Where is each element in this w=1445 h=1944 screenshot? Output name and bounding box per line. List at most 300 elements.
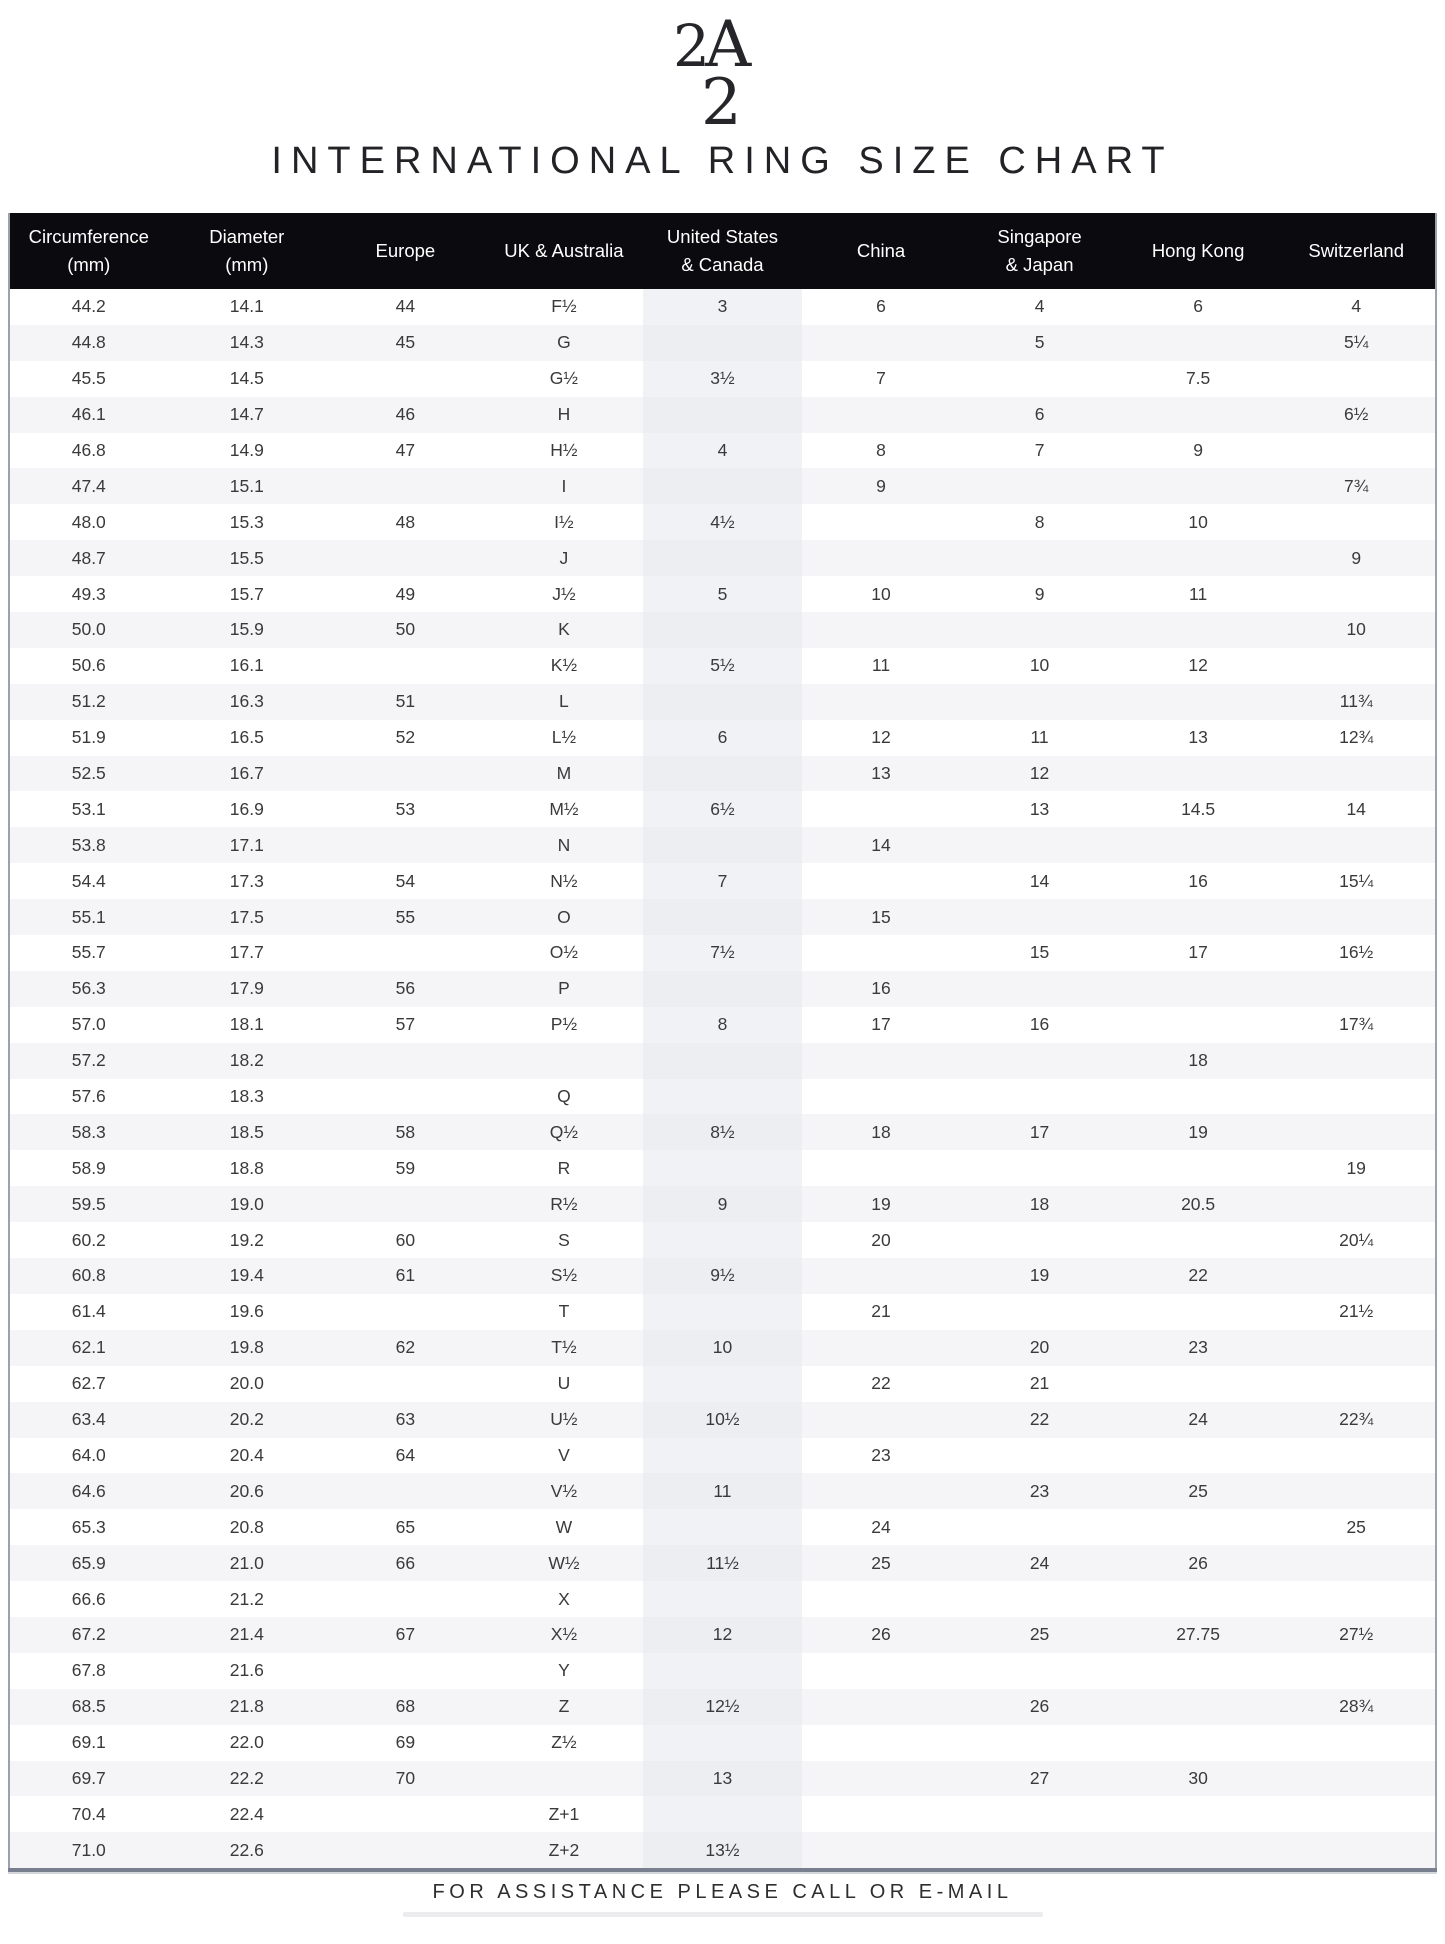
table-cell: 13½	[643, 1832, 802, 1870]
table-cell	[326, 756, 485, 792]
table-cell	[802, 1796, 961, 1832]
table-cell: 19.0	[229, 1193, 264, 1214]
table-cell	[1119, 468, 1278, 504]
table-cell: 20.2	[229, 1409, 264, 1430]
table-cell	[326, 1366, 485, 1402]
table-cell: 17	[1029, 1121, 1050, 1142]
table-cell	[960, 1832, 1119, 1870]
table-row	[9, 1653, 1436, 1689]
table-cell	[1119, 1438, 1278, 1474]
table-cell	[1277, 827, 1436, 863]
table-cell	[1277, 1796, 1436, 1832]
table-row	[9, 935, 1436, 971]
table-cell: L	[559, 691, 569, 712]
table-cell	[643, 1796, 802, 1832]
table-cell: 3	[643, 289, 802, 325]
table-row	[9, 1402, 1436, 1438]
table-cell: 46.8	[71, 440, 106, 460]
table-cell: H	[557, 404, 571, 425]
table-cell	[1119, 1509, 1278, 1545]
column-header: Singapore & Japan	[960, 213, 1119, 289]
table-cell: 11	[643, 1473, 802, 1509]
table-cell: 12¾	[1339, 727, 1374, 748]
table-cell: 67.2	[71, 1624, 106, 1645]
table-cell	[802, 1832, 961, 1870]
table-cell: 20.4	[229, 1444, 264, 1465]
table-cell: 10	[1346, 619, 1366, 640]
table-cell: 5¼	[1344, 332, 1369, 353]
table-cell	[802, 791, 961, 827]
table-cell: 16.1	[229, 655, 264, 676]
ring-size-table	[8, 213, 1437, 1872]
table-cell	[1119, 1007, 1278, 1043]
table-cell: Q	[557, 1086, 571, 1107]
column-header: United States & Canada	[643, 213, 802, 289]
table-cell: 4½	[643, 504, 802, 540]
table-cell: 18	[871, 1121, 891, 1142]
table-cell: 22.0	[229, 1732, 264, 1753]
table-cell: 8	[643, 1007, 802, 1043]
table-cell: 23	[1029, 1480, 1050, 1501]
table-cell: 50.6	[71, 655, 106, 676]
table-cell: N	[557, 834, 571, 855]
table-row	[9, 720, 1436, 756]
table-cell: 70.4	[71, 1803, 106, 1824]
column-header: Hong Kong	[1119, 213, 1278, 289]
table-cell: 55.7	[71, 942, 106, 963]
table-cell	[802, 397, 961, 433]
table-cell: 28¾	[1339, 1696, 1374, 1717]
table-cell: 15	[1029, 942, 1050, 963]
table-cell: 14.3	[229, 332, 264, 353]
table-cell: 25	[1188, 1480, 1208, 1501]
table-cell: 53.8	[71, 834, 106, 855]
table-cell: 47.4	[71, 475, 106, 496]
table-cell	[1277, 1545, 1436, 1581]
table-cell: 16.9	[229, 798, 264, 819]
table-cell: 50.0	[71, 619, 106, 640]
table-cell	[1277, 756, 1436, 792]
table-cell: 5	[1034, 332, 1045, 353]
table-cell	[643, 612, 802, 648]
table-cell: 58	[395, 1121, 416, 1142]
table-cell: 21.2	[229, 1588, 264, 1609]
table-cell	[485, 1043, 644, 1079]
table-cell: 5	[643, 576, 802, 612]
table-cell: 44.2	[71, 296, 106, 317]
table-cell	[960, 684, 1119, 720]
table-cell: 22¾	[1339, 1409, 1374, 1430]
table-cell: 48	[395, 511, 416, 532]
table-cell: 61.4	[71, 1301, 106, 1322]
table-row	[9, 1689, 1436, 1725]
table-cell	[802, 1043, 961, 1079]
table-cell: 52.5	[71, 763, 106, 784]
table-row	[9, 1043, 1436, 1079]
table-cell: 7.5	[1185, 368, 1211, 389]
table-cell: 53	[395, 798, 416, 819]
table-cell: I½	[554, 511, 574, 532]
table-cell: 17.3	[229, 870, 264, 891]
table-row	[9, 684, 1436, 720]
table-cell: K	[558, 619, 570, 640]
table-cell	[485, 1761, 644, 1797]
table-cell: Z	[558, 1696, 570, 1717]
table-cell: O½	[549, 942, 579, 963]
table-cell: 18.1	[229, 1014, 264, 1035]
table-cell: 11	[1189, 583, 1208, 604]
table-cell: 8½	[643, 1114, 802, 1150]
table-row	[9, 1725, 1436, 1761]
table-cell: 19.6	[229, 1301, 264, 1322]
table-cell	[643, 1653, 802, 1689]
table-cell: M	[556, 763, 572, 784]
table-cell: 22.4	[229, 1803, 264, 1824]
table-cell: 14.7	[229, 404, 264, 425]
table-cell: 23	[871, 1444, 891, 1465]
table-cell: 25	[1029, 1624, 1050, 1645]
table-cell: 15.3	[229, 511, 264, 532]
table-cell: 4	[1351, 296, 1362, 317]
table-cell	[960, 1653, 1119, 1689]
table-cell: 10	[1188, 511, 1208, 532]
table-cell: 12	[1029, 763, 1050, 784]
table-cell: Z½	[551, 1732, 577, 1753]
table-cell	[326, 468, 485, 504]
table-cell: Z+2	[548, 1839, 580, 1860]
column-header: Circumference (mm)	[9, 213, 168, 289]
table-cell: V	[558, 1444, 570, 1465]
table-cell	[326, 935, 485, 971]
table-cell: 47	[395, 440, 416, 460]
table-cell: 17	[1188, 942, 1208, 963]
table-cell: 46	[395, 404, 416, 425]
table-cell	[643, 468, 802, 504]
table-cell: W½	[548, 1552, 580, 1573]
table-cell: 62.7	[71, 1373, 106, 1394]
table-cell: 18.8	[229, 1157, 264, 1178]
table-row	[9, 756, 1436, 792]
table-cell: 16.7	[229, 763, 264, 784]
table-cell	[802, 1150, 961, 1186]
table-cell: 14.9	[229, 440, 264, 460]
table-cell: 21.0	[229, 1552, 264, 1573]
table-cell: 27.75	[1176, 1624, 1220, 1645]
table-cell: 9	[1034, 583, 1045, 604]
table-cell: 16½	[1339, 942, 1374, 963]
table-cell: 18.3	[229, 1086, 264, 1107]
table-cell: 56	[395, 978, 416, 999]
table-row	[9, 1258, 1436, 1294]
table-cell	[960, 468, 1119, 504]
table-cell: 12	[1188, 655, 1208, 676]
table-cell: 7	[1034, 440, 1045, 460]
table-cell	[643, 1581, 802, 1617]
table-cell: 4	[643, 433, 802, 469]
table-cell	[643, 684, 802, 720]
table-cell	[643, 827, 802, 863]
table-cell: 23	[1188, 1337, 1208, 1358]
table-cell	[326, 1653, 485, 1689]
table-cell: S	[558, 1229, 570, 1250]
table-cell	[802, 1402, 961, 1438]
table-cell: 71.0	[71, 1839, 106, 1860]
table-cell: S½	[550, 1265, 578, 1286]
table-cell: 9	[876, 475, 886, 496]
column-header: Switzerland	[1277, 213, 1436, 289]
table-cell	[1119, 1366, 1278, 1402]
table-row	[9, 468, 1436, 504]
table-cell: 57.2	[71, 1050, 106, 1071]
table-cell	[960, 361, 1119, 397]
table-cell: T½	[551, 1337, 577, 1358]
table-cell: 13	[643, 1761, 802, 1797]
table-cell	[326, 540, 485, 576]
table-cell: 21.6	[229, 1660, 264, 1681]
table-cell	[1277, 1473, 1436, 1509]
table-row	[9, 1330, 1436, 1366]
table-cell: 59	[395, 1157, 416, 1178]
table-cell	[1119, 540, 1278, 576]
table-cell	[802, 1473, 961, 1509]
table-cell: N½	[550, 870, 578, 891]
table-cell: 22	[871, 1373, 891, 1394]
table-cell: 17.5	[229, 906, 264, 927]
table-cell	[1277, 899, 1436, 935]
table-cell	[1277, 1438, 1436, 1474]
table-cell: 18	[1188, 1050, 1208, 1071]
table-cell: 7	[643, 863, 802, 899]
table-cell: 8	[876, 440, 886, 460]
table-row	[9, 325, 1436, 361]
table-cell: 11½	[643, 1545, 802, 1581]
table-cell	[1119, 1832, 1278, 1870]
table-row	[9, 791, 1436, 827]
table-cell	[1277, 433, 1436, 469]
table-cell: 6	[876, 296, 886, 317]
table-cell: 58.3	[71, 1121, 106, 1142]
column-header: UK & Australia	[485, 213, 644, 289]
table-cell: 53.1	[71, 798, 106, 819]
table-cell	[1119, 325, 1278, 361]
table-cell: 8	[1034, 511, 1045, 532]
table-cell: 17	[871, 1014, 891, 1035]
table-cell: 67	[395, 1624, 416, 1645]
table-cell: 65.3	[71, 1516, 106, 1537]
table-cell: 12	[643, 1617, 802, 1653]
table-cell	[1277, 504, 1436, 540]
table-cell: 17.9	[229, 978, 264, 999]
brand-logo-icon	[671, 4, 775, 128]
table-cell: 25	[1346, 1516, 1366, 1537]
table-cell	[960, 1294, 1119, 1330]
table-cell: 6	[643, 720, 802, 756]
table-cell	[1277, 1258, 1436, 1294]
table-row	[9, 899, 1436, 935]
table-row	[9, 540, 1436, 576]
table-cell: 17.1	[229, 834, 264, 855]
table-cell: L½	[551, 727, 577, 748]
table-cell: 65	[395, 1516, 416, 1537]
table-cell: 17¾	[1339, 1014, 1374, 1035]
table-cell: 60.8	[71, 1265, 106, 1286]
table-cell	[643, 1222, 802, 1258]
table-cell	[802, 1689, 961, 1725]
table-cell: 26	[1029, 1696, 1050, 1717]
table-cell: 20	[1029, 1337, 1050, 1358]
table-cell: V½	[550, 1480, 578, 1501]
table-cell: 64.0	[71, 1444, 106, 1465]
table-cell	[1277, 1186, 1436, 1222]
table-cell	[643, 397, 802, 433]
table-cell	[1277, 1043, 1436, 1079]
table-cell: 49.3	[71, 583, 106, 604]
table-cell	[1119, 827, 1278, 863]
table-cell: 17.7	[229, 942, 264, 963]
table-row	[9, 1581, 1436, 1617]
table-row	[9, 1114, 1436, 1150]
table-cell: O	[557, 906, 571, 927]
table-cell: 21	[871, 1301, 891, 1322]
table-cell: M½	[549, 798, 579, 819]
svg-text:2: 2	[672, 12, 710, 80]
table-cell	[1277, 1581, 1436, 1617]
page-title: INTERNATIONAL RING SIZE CHART	[271, 140, 1174, 182]
table-cell	[960, 1079, 1119, 1115]
table-row	[9, 289, 1436, 325]
table-row	[9, 1150, 1436, 1186]
table-cell	[1119, 1079, 1278, 1115]
table-cell: 24	[1188, 1409, 1208, 1430]
table-row	[9, 1473, 1436, 1509]
table-cell	[643, 1150, 802, 1186]
table-cell	[960, 1043, 1119, 1079]
table-cell: 30	[1188, 1767, 1208, 1788]
table-cell	[802, 504, 961, 540]
table-cell: 64.6	[71, 1480, 106, 1501]
table-cell: 66.6	[71, 1588, 106, 1609]
table-cell	[1277, 1725, 1436, 1761]
table-cell	[802, 935, 961, 971]
table-row	[9, 1186, 1436, 1222]
table-row	[9, 1832, 1436, 1870]
table-cell: 18.2	[229, 1050, 264, 1071]
table-cell: X	[558, 1588, 570, 1609]
table-row	[9, 433, 1436, 469]
table-cell	[326, 1294, 485, 1330]
table-cell	[1119, 899, 1278, 935]
table-cell: 44.8	[71, 332, 106, 353]
table-cell	[1277, 1330, 1436, 1366]
table-cell	[1119, 1796, 1278, 1832]
table-cell	[643, 325, 802, 361]
table-cell: J	[559, 547, 569, 568]
table-cell: 62.1	[71, 1337, 106, 1358]
table-row	[9, 612, 1436, 648]
table-cell	[802, 1258, 961, 1294]
table-row	[9, 397, 1436, 433]
table-header	[9, 213, 1436, 289]
table-cell: 51.2	[71, 691, 106, 712]
table-cell: 54	[395, 870, 416, 891]
table-cell: F½	[551, 296, 577, 317]
table-cell: 26	[871, 1624, 891, 1645]
table-cell: 15.5	[229, 547, 264, 568]
table-cell: 20.6	[229, 1480, 264, 1501]
table-cell: 27½	[1339, 1624, 1374, 1645]
table-cell: 57	[395, 1014, 416, 1035]
table-cell	[643, 1725, 802, 1761]
table-row	[9, 1796, 1436, 1832]
table-cell	[1277, 971, 1436, 1007]
svg-text:2: 2	[700, 66, 742, 128]
table-cell	[326, 1581, 485, 1617]
table-cell: 50	[395, 619, 416, 640]
table-cell: 19	[1346, 1157, 1366, 1178]
table-cell	[960, 1222, 1119, 1258]
table-cell	[1277, 361, 1436, 397]
table-cell	[1119, 756, 1278, 792]
table-cell	[643, 1509, 802, 1545]
table-cell: 11¾	[1339, 691, 1373, 712]
table-cell: 55	[395, 906, 416, 927]
table-cell: 19.4	[229, 1265, 264, 1286]
table-cell: 13	[1188, 727, 1208, 748]
table-cell: 20.8	[229, 1516, 264, 1537]
column-header: Europe	[326, 213, 485, 289]
table-cell: 62	[395, 1337, 416, 1358]
table-cell: 24	[1029, 1552, 1050, 1573]
table-cell: 7¾	[1344, 475, 1369, 496]
table-cell: 61	[395, 1265, 416, 1286]
table-cell: 49	[395, 583, 416, 604]
table-cell	[1277, 1114, 1436, 1150]
table-cell: 64	[395, 1444, 416, 1465]
table-cell: 22.6	[229, 1839, 264, 1860]
table-cell: 14.5	[229, 368, 264, 389]
table-cell	[1119, 1150, 1278, 1186]
table-cell: 13	[871, 763, 891, 784]
table-cell	[326, 1473, 485, 1509]
table-cell	[960, 540, 1119, 576]
table-cell: G½	[549, 368, 579, 389]
table-cell: 57.0	[71, 1014, 106, 1035]
table-cell: 21.4	[229, 1624, 264, 1645]
table-cell	[802, 1725, 961, 1761]
table-cell: 10½	[643, 1402, 802, 1438]
table-cell: 18.5	[229, 1121, 264, 1142]
table-cell: 56.3	[71, 978, 106, 999]
table-cell: 16.5	[229, 727, 264, 748]
table-cell: 68.5	[71, 1696, 106, 1717]
table-cell: 22	[1029, 1409, 1050, 1430]
table-cell: 63.4	[71, 1409, 106, 1430]
table-cell: 15	[871, 906, 891, 927]
table-cell	[802, 1581, 961, 1617]
table-cell	[960, 1725, 1119, 1761]
table-cell: 14	[1029, 870, 1050, 891]
table-cell: 4	[1034, 296, 1045, 317]
table-cell	[643, 1043, 802, 1079]
table-cell: 9	[1351, 547, 1362, 568]
table-cell: 13	[1029, 798, 1050, 819]
table-cell	[1277, 648, 1436, 684]
table-cell: 16	[871, 978, 891, 999]
table-row	[9, 1222, 1436, 1258]
table-cell: 65.9	[71, 1552, 106, 1573]
table-cell	[1277, 1761, 1436, 1797]
table-cell	[326, 648, 485, 684]
